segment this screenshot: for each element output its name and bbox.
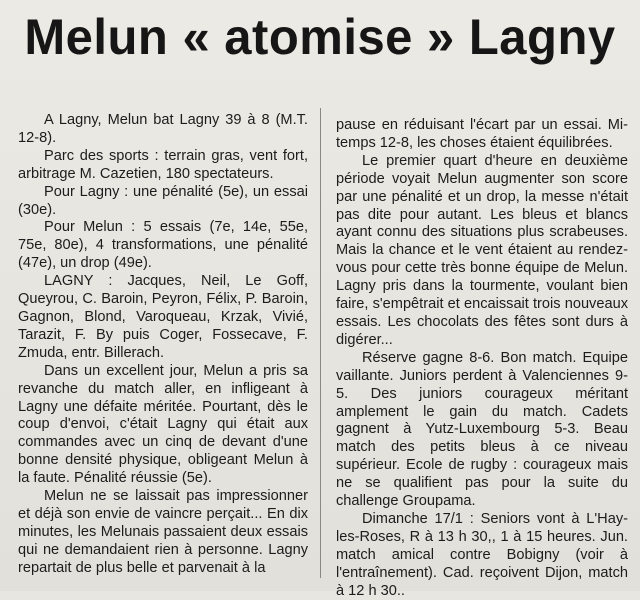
article-headline: Melun « atomise » Lagny — [24, 9, 616, 65]
paragraph-halftime: pause en réduisant l'écart par un essai. Mi-temps 12-8, les choses étaient équilibrées. — [336, 117, 628, 151]
paragraph-second-half: Le premier quart d'heure en deuxième période voyait Melun augmenter son score par une pénalité et un drop, la messe n'était pas dite pour autant. Les bleus et blancs ayant connu des situations plus scrabeuses. Mais la chance et le vent étaient au rendez-vous pour cette très bonne équipe de Melun. Lagny pris dans la tourmente, voulant bien faire, s'empêtrait et encaissait trois nouveaux essais. Les chocolats des fêtes sont durs à digérer... — [336, 152, 628, 348]
paragraph-melun-points: Pour Melun : 5 essais (7e, 14e, 55e, 75e, 80e), 4 transformations, une pénalité (47e), un drop (49e). — [18, 219, 308, 272]
paragraph-first-half: Melun ne se laissait pas impressionner et déjà son envie de vaincre perçait... En dix minutes, les Melunais passaient deux essais qui ne demandaient rien à personne. Lagny repartait de plus belle et parvenait à la — [18, 488, 308, 576]
paragraph-schedule: Dimanche 17/1 : Seniors vont à L'Hay-les-Roses, R à 13 h 30,, 1 à 15 heures. Jun. match amical contre Bobigny (voir à l'entraînement). Cad. reçoivent Dijon, match à 12 h 30.. — [336, 510, 628, 599]
paragraph-score: A Lagny, Melun bat Lagny 39 à 8 (M.T. 12-8). — [18, 112, 308, 146]
paragraph-lagny-lineup: LAGNY : Jacques, Neil, Le Goff, Queyrou, C. Baroin, Peyron, Félix, P. Baroin, Gagnon, Blond, Varoqueau, Krzak, Vivié, Tarazit, F. By puis Coger, Fossecave, F. Zmuda, entr. Billerach. — [18, 273, 308, 361]
right-column — [336, 117, 628, 600]
paragraph-venue: Parc des sports : terrain gras, vent fort, arbitrage M. Cazetien, 180 spectateurs. — [18, 147, 308, 182]
column-divider — [320, 108, 321, 578]
paragraph-lagny-points: Pour Lagny : une pénalité (5e), un essai (30e). — [18, 183, 308, 218]
paragraph-match-start: Dans un excellent jour, Melun a pris sa revanche du match aller, en infligeant à Lagny une défaite méritée. Pourtant, dès le coup d'envoi, c'était Lagny qui était aux commandes avec un cinq de devant d'une bonne densité physique, obligeant Melun à la faute. Pénalité réussie (5e). — [18, 362, 308, 487]
paragraph-other-results: Réserve gagne 8-6. Bon match. Equipe vaillante. Juniors perdent à Valenciennes 9-5. Des juniors courageux méritant amplement le gain du match. Cadets gagnent à Yutz-Luxembourg 5-3. Beau match des petits bleus à ce niveau supérieur. Ecole de rugby : courageux mais ne se qualifient pas pour la suite du challenge Groupama. — [336, 349, 628, 510]
left-column — [18, 112, 308, 578]
